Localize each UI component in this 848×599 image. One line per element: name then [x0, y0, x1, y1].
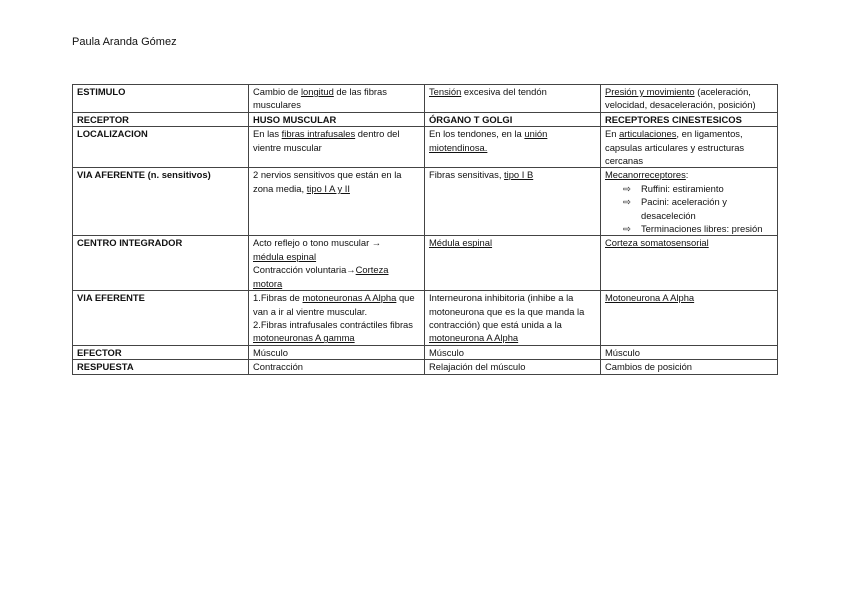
cell-aferente-cinestesicos: Mecanorreceptores: ⇨ Ruffini: estiramiento ⇨ Pacini: aceleración y desaceleción ⇨ Terminaciones libres: presión — [601, 168, 778, 236]
cell-estimulo-golgi: Tensión excesiva del tendón — [425, 85, 601, 113]
row-label-receptor: RECEPTOR — [73, 112, 249, 126]
list-item: ⇨ Pacini: aceleración y desaceleción — [623, 196, 727, 221]
receptors-table — [72, 84, 778, 375]
table-row-via-eferente — [73, 291, 778, 346]
table-row-localizacion — [73, 127, 778, 168]
cell-receptor-huso: HUSO MUSCULAR — [249, 112, 425, 126]
list-item: ⇨ Ruffini: estiramiento — [623, 182, 724, 194]
arrow-icon: ⇨ — [623, 196, 631, 208]
table-row-efector — [73, 345, 778, 359]
author-name: Paula Aranda Gómez — [72, 36, 177, 48]
mecanorreceptores-list — [605, 182, 773, 236]
arrow-icon: ⇨ — [623, 223, 631, 235]
list-item: ⇨ Terminaciones libres: presión — [623, 223, 763, 235]
cell-respuesta-cinestesicos: Cambios de posición — [601, 360, 778, 374]
row-label-centro-integrador: CENTRO INTEGRADOR — [73, 236, 249, 291]
row-label-via-eferente: VIA EFERENTE — [73, 291, 249, 346]
row-label-estimulo: ESTIMULO — [73, 85, 249, 113]
cell-localizacion-golgi: En los tendones, en la unión miotendinosa. — [425, 127, 601, 168]
cell-efector-golgi: Músculo — [425, 345, 601, 359]
cell-aferente-huso: 2 nervios sensitivos que están en la zona media, tipo I A y II — [249, 168, 425, 236]
cell-receptor-cinestesicos: RECEPTORES CINESTESICOS — [601, 112, 778, 126]
cell-efector-huso: Músculo — [249, 345, 425, 359]
row-label-via-aferente: VIA AFERENTE (n. sensitivos) — [73, 168, 249, 236]
row-label-efector: EFECTOR — [73, 345, 249, 359]
cell-centro-huso: Acto reflejo o tono muscular → médula espinal Contracción voluntaria→Corteza motora — [249, 236, 425, 291]
arrow-icon: ⇨ — [623, 182, 631, 194]
cell-receptor-golgi: ÓRGANO T GOLGI — [425, 112, 601, 126]
cell-localizacion-cinestesicos: En articulaciones, en ligamentos, capsulas articulares y estructuras cercanas — [601, 127, 778, 168]
cell-respuesta-golgi: Relajación del músculo — [425, 360, 601, 374]
cell-estimulo-huso: Cambio de longitud de las fibras musculares — [249, 85, 425, 113]
cell-localizacion-huso: En las fibras intrafusales dentro del vientre muscular — [249, 127, 425, 168]
table-row-estimulo — [73, 85, 778, 113]
cell-efector-cinestesicos: Músculo — [601, 345, 778, 359]
table-row-receptor — [73, 112, 778, 126]
row-label-localizacion: LOCALIZACION — [73, 127, 249, 168]
cell-eferente-cinestesicos: Motoneurona A Alpha — [601, 291, 778, 346]
table-row-via-aferente — [73, 168, 778, 236]
cell-aferente-golgi: Fibras sensitivas, tipo I B — [425, 168, 601, 236]
cell-eferente-golgi: Interneurona inhibitoria (inhibe a la motoneurona que es la que manda la contracción) que está unida a la motoneurona A Alpha — [425, 291, 601, 346]
table-row-centro-integrador — [73, 236, 778, 291]
cell-respuesta-huso: Contracción — [249, 360, 425, 374]
cell-centro-golgi: Médula espinal — [425, 236, 601, 291]
row-label-respuesta: RESPUESTA — [73, 360, 249, 374]
cell-estimulo-cinestesicos: Presión y movimiento (aceleración, velocidad, desaceleración, posición) — [601, 85, 778, 113]
cell-eferente-huso: 1.Fibras de motoneuronas A Alpha que van a ir al vientre muscular. 2.Fibras intrafusales contráctiles fibras motoneuronas A gamma — [249, 291, 425, 346]
table-row-respuesta — [73, 360, 778, 374]
cell-centro-cinestesicos: Corteza somatosensorial — [601, 236, 778, 291]
